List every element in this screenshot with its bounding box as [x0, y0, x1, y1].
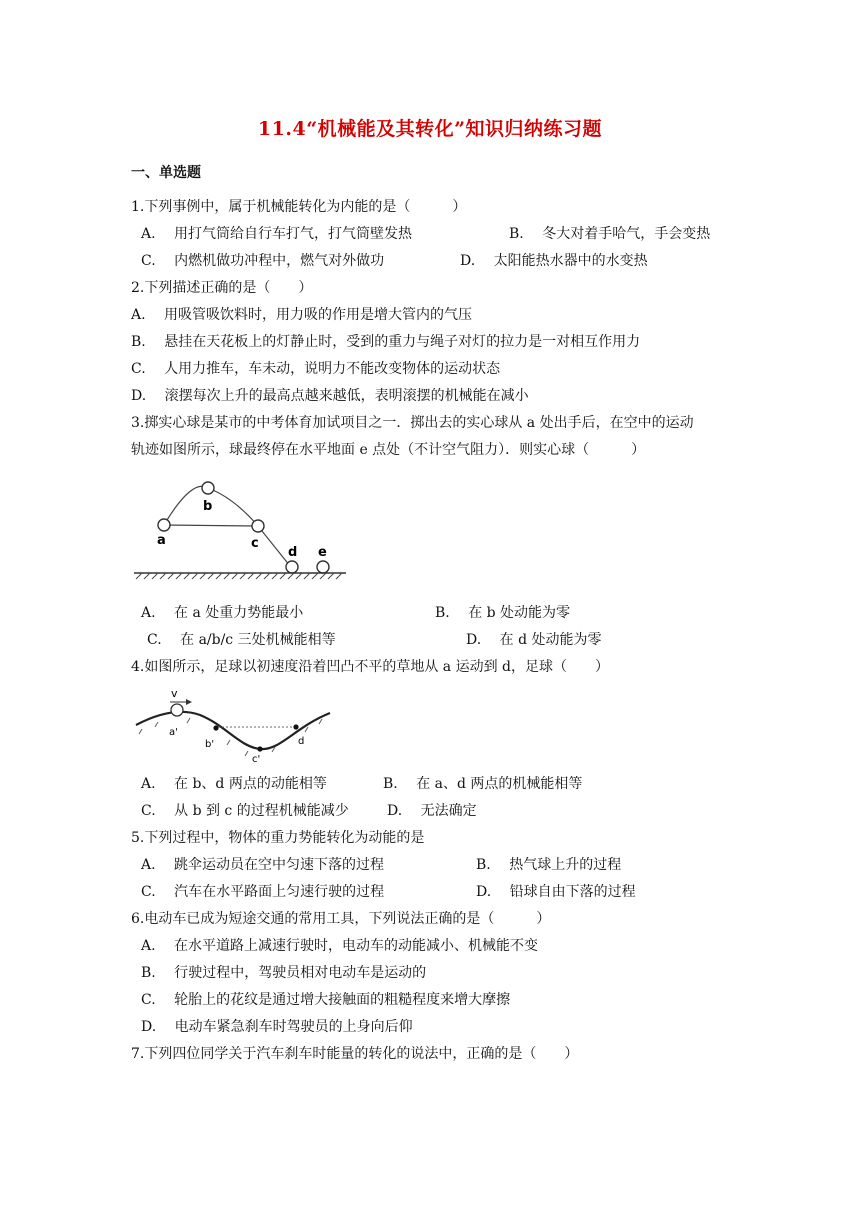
question-3-option-a: A. 在 a 处重力势能最小: [141, 605, 304, 621]
label-c-prime: c': [252, 754, 261, 765]
question-7-stem: 7.下列四位同学关于汽车刹车时能量的转化的说法中，正确的是（ ）: [131, 1046, 579, 1062]
question-4-option-b: B. 在 a、d 两点的机械能相等: [383, 776, 583, 792]
question-3-option-b: B. 在 b 处动能为零: [435, 605, 571, 621]
question-5-option-a: A. 跳伞运动员在空中匀速下落的过程: [141, 857, 385, 873]
label-d: d: [288, 545, 298, 560]
question-4-stem: 4.如图所示，足球以初速度沿着凹凸不平的草地从 a 运动到 d，足球（ ）: [131, 659, 610, 675]
question-3-stem-line-2: 轨迹如图所示，球最终停在水平地面 e 点处（不计空气阻力）．则实心球（ ）: [131, 442, 646, 458]
ball-d: [286, 561, 298, 573]
question-5-stem: 5.下列过程中，物体的重力势能转化为动能的是: [131, 830, 425, 846]
label-a-prime: a': [169, 727, 178, 738]
question-6-option-c: C. 轮胎上的花纹是通过增大接触面的粗糙程度来增大摩擦: [141, 992, 511, 1008]
question-4-option-c: C. 从 b 到 c 的过程机械能减少: [141, 803, 349, 819]
question-3-stem-line-1: 3.掷实心球是某市的中考体育加试项目之一．掷出去的实心球从 a 处出手后，在空中的运动: [131, 415, 694, 431]
label-e: e: [318, 545, 327, 560]
point-b: [213, 725, 218, 730]
question-2-stem: 2.下列描述正确的是（ ）: [131, 280, 313, 296]
question-6-stem: 6.电动车已成为短途交通的常用工具，下列说法正确的是（ ）: [131, 911, 551, 927]
question-5-option-d: D. 铅球自由下落的过程: [476, 884, 636, 900]
point-d: [293, 724, 298, 729]
point-c: [257, 746, 262, 751]
football-terrain-figure: [130, 685, 335, 765]
ball-a: [158, 519, 170, 531]
label-v: v: [171, 687, 178, 700]
question-3-option-d: D. 在 d 处动能为零: [466, 632, 602, 648]
question-1-stem: 1.下列事例中，属于机械能转化为内能的是（ ）: [131, 199, 467, 215]
question-2-option-a: A. 用吸管吸饮料时，用力吸的作用是增大管内的气压: [131, 307, 473, 323]
label-c: c: [251, 536, 259, 551]
question-5-option-c: C. 汽车在水平路面上匀速行驶的过程: [141, 884, 385, 900]
label-b: b: [203, 499, 213, 514]
label-b-prime: b': [205, 739, 215, 750]
question-2-option-b: B. 悬挂在天花板上的灯静止时，受到的重力与绳子对灯的拉力是一对相互作用力: [131, 334, 641, 350]
question-1-option-c: C. 内燃机做功冲程中，燃气对外做功: [141, 253, 385, 269]
question-2-option-d: D. 滚摆每次上升的最高点越来越低，表明滚摆的机械能在减小: [131, 388, 529, 404]
ball-b: [202, 482, 214, 494]
projectile-trajectory-figure: [130, 478, 350, 584]
ball-c: [252, 520, 264, 532]
question-5-option-b: B. 热气球上升的过程: [476, 857, 622, 873]
section-heading: 一、单选题: [131, 165, 201, 181]
question-4-option-d: D. 无法确定: [387, 803, 477, 819]
question-2-option-c: C. 人用力推车，车未动，说明力不能改变物体的运动状态: [131, 361, 501, 377]
page-title: 11.4“机械能及其转化”知识归纳练习题: [257, 118, 603, 140]
question-6-option-a: A. 在水平道路上减速行驶时，电动车的动能减小、机械能不变: [141, 938, 539, 954]
question-6-option-d: D. 电动车紧急刹车时驾驶员的上身向后仰: [141, 1019, 413, 1035]
question-1-option-d: D. 太阳能热水器中的水变热: [460, 253, 648, 269]
label-d: d: [298, 736, 305, 747]
label-a: a: [157, 533, 166, 548]
question-6-option-b: B. 行驶过程中，驾驶员相对电动车是运动的: [141, 965, 427, 981]
ball-a: [171, 704, 183, 716]
ball-e: [317, 561, 329, 573]
question-1-option-a: A. 用打气筒给自行车打气，打气筒壁发热: [141, 226, 413, 242]
question-1-option-b: B. 冬大对着手哈气，手会变热: [509, 226, 711, 242]
question-4-option-a: A. 在 b、d 两点的动能相等: [141, 776, 327, 792]
question-3-option-c: C. 在 a/b/c 三处机械能相等: [147, 632, 336, 648]
